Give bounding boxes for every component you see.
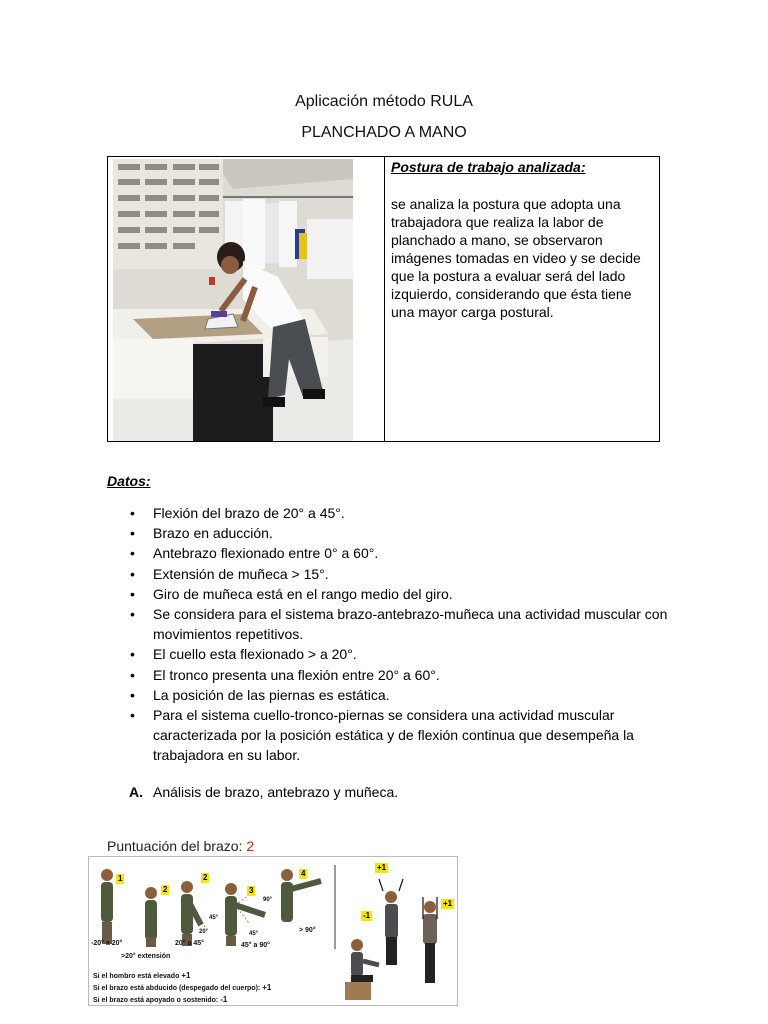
list-item: • Giro de muñeca está en el rango medio del giro. (108, 584, 668, 604)
list-item: • Para el sistema cuello-tronco-piernas se considera una actividad muscular caracterizada por la posición estática y de flexión continua que desempeña la trabajadora en su labor. (108, 705, 668, 766)
section-a-text: Análisis de brazo, antebrazo y muñeca. (153, 784, 399, 800)
photo-cell (108, 157, 385, 441)
list-item: • La posición de las piernas es estática. (108, 685, 668, 705)
datos-list (108, 503, 668, 766)
posture-description: se analiza la postura que adopta una trabajadora que realiza la labor de planchado a mano, se observaron imágenes tomadas en video y se decide que la postura a evaluar será del lado izquierdo, considerando que ésta tiene una mayor carga postural. (391, 196, 641, 320)
score-badge: -1 (363, 911, 371, 920)
score-badge: 2 (163, 885, 168, 894)
score-badge: +1 (377, 863, 387, 872)
score-badge: 4 (301, 869, 306, 878)
score-badge: 2 (203, 873, 208, 882)
section-a-letter: A. (129, 784, 143, 800)
angle-label: 45° (209, 915, 219, 921)
angle-label: 45° (249, 931, 259, 937)
score-badge: +1 (443, 899, 453, 908)
rula-arm-figure (88, 856, 458, 1006)
score-badge: 1 (118, 874, 123, 883)
arm-score (107, 838, 254, 854)
ironing-photo (113, 159, 353, 441)
ironing-photo-illustration (113, 159, 353, 441)
document-subtitle: PLANCHADO A MANO (301, 124, 467, 141)
rule-note: Si el brazo está abducido (despegado del cuerpo): +1 (93, 983, 272, 992)
angle-label: >20° extensión (121, 953, 171, 960)
section-a-heading (129, 784, 398, 800)
score-badge: 3 (249, 886, 254, 895)
angle-label: 45° a 90° (241, 942, 270, 949)
arm-score-label: Puntuación del brazo: (107, 838, 247, 854)
angle-label: -20° a 20° (91, 940, 123, 947)
arm-score-value: 2 (246, 838, 255, 854)
list-item: • Brazo en aducción. (108, 523, 668, 543)
list-item: • Extensión de muñeca > 15°. (108, 564, 668, 584)
rule-note: Si el hombro está elevado +1 (93, 971, 191, 980)
document-title: Aplicación método RULA (295, 93, 473, 110)
posture-table (107, 156, 660, 442)
angle-label: 90° (263, 897, 273, 903)
list-item: • Flexión del brazo de 20° a 45°. (108, 503, 668, 523)
angle-label: 20° (199, 929, 209, 935)
list-item: • El tronco presenta una flexión entre 20° a 60°. (108, 665, 668, 685)
posture-heading: Postura de trabajo analizada: (391, 159, 586, 175)
list-item: • El cuello esta flexionado > a 20°. (108, 644, 668, 664)
posture-text-cell (391, 157, 659, 441)
datos-heading: Datos: (107, 473, 151, 489)
rule-note: Si el brazo está apoyado o sostenido: -1 (93, 995, 228, 1004)
list-item: • Se considera para el sistema brazo-antebrazo-muñeca una actividad muscular con movimientos repetitivos. (108, 604, 668, 644)
angle-label: 20° a 45° (175, 940, 204, 947)
angle-label: > 90° (299, 927, 316, 934)
list-item: • Antebrazo flexionado entre 0° a 60°. (108, 543, 668, 563)
